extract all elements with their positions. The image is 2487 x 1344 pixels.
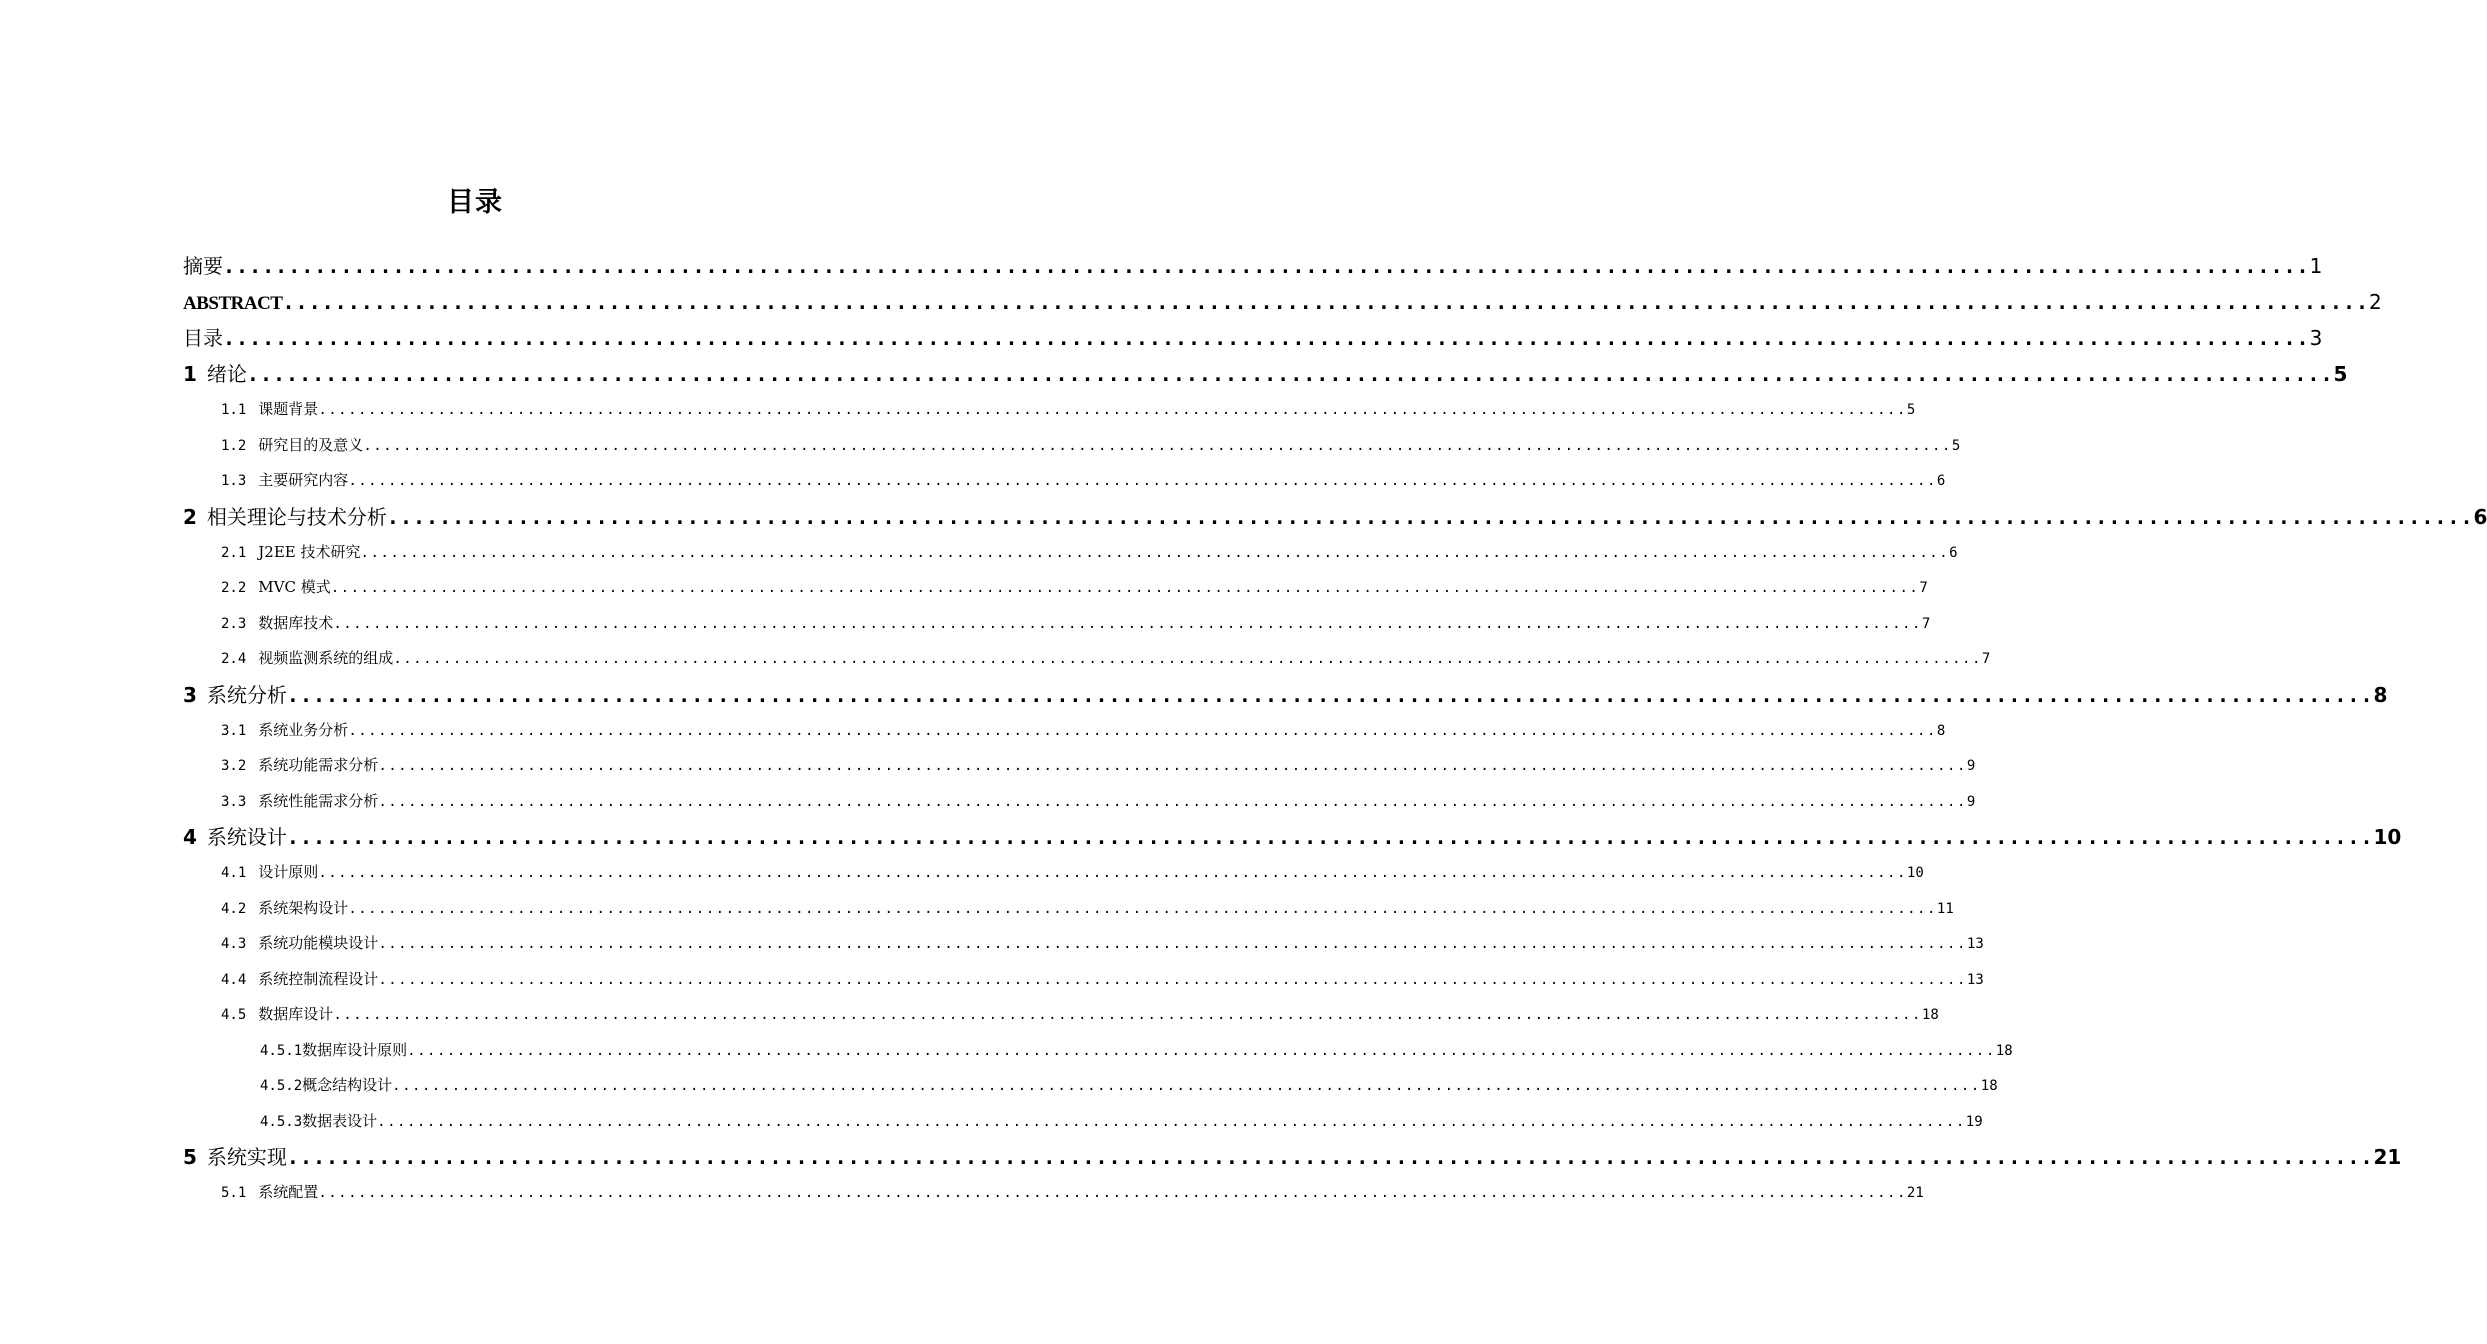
toc-entry-item-2[interactable] bbox=[183, 320, 2323, 356]
dot-leader: ................................................................................................................................................................ bbox=[333, 615, 1922, 632]
page-title: 目录 bbox=[447, 187, 503, 218]
toc-entry-title: 数据库设计原则 bbox=[302, 1040, 408, 1059]
dot-leader: ................................................................................................................................................................ bbox=[286, 1145, 2374, 1169]
dot-leader: ................................................................................................................................................................ bbox=[318, 1185, 1907, 1201]
toc-entry-number: 4 bbox=[183, 825, 197, 849]
dot-leader: ................................................................................................................................................................ bbox=[393, 651, 1982, 667]
dot-leader: ................................................................................................................................................................ bbox=[360, 544, 1950, 561]
toc-entry-1[interactable] bbox=[183, 356, 2348, 392]
toc-entry-page-number: 19 bbox=[1965, 1113, 1983, 1130]
toc-entry-label bbox=[221, 535, 361, 572]
toc-entry-number: 1.2 bbox=[221, 437, 247, 454]
toc-entry-page-number: 5 bbox=[2333, 362, 2348, 386]
dot-leader: ................................................................................................................................................................ bbox=[363, 437, 1952, 454]
toc-entry-title: 概念结构设计 bbox=[302, 1076, 393, 1094]
toc-entry-page-number: 18 bbox=[1980, 1078, 1998, 1094]
toc-entry-label bbox=[221, 713, 348, 750]
toc-entry-3-3[interactable] bbox=[221, 784, 1976, 820]
toc-entry-page-number: 11 bbox=[1936, 900, 1954, 917]
toc-entry-1-2[interactable] bbox=[221, 428, 1961, 464]
toc-entry-title: J2EE 技术研究 bbox=[258, 542, 361, 561]
toc-entry-number: 4.5.3 bbox=[260, 1113, 303, 1130]
toc-entry-4-5[interactable] bbox=[221, 997, 1939, 1033]
toc-entry-label bbox=[183, 819, 287, 855]
toc-entry-4-1[interactable] bbox=[221, 855, 1924, 891]
toc-entry-label bbox=[221, 428, 363, 465]
toc-entry-label bbox=[221, 855, 318, 892]
dot-leader: ................................................................................................................................................................ bbox=[286, 825, 2374, 849]
toc-entry-page-number: 6 bbox=[1936, 473, 1946, 489]
dot-leader: ................................................................................................................................................................ bbox=[348, 900, 1937, 917]
toc-entry-page-number: 9 bbox=[1966, 793, 1976, 810]
toc-entry-number: 2.2 bbox=[221, 580, 247, 596]
toc-entry-label bbox=[260, 1068, 392, 1105]
toc-entry-label bbox=[221, 997, 333, 1034]
toc-entry-3[interactable] bbox=[183, 677, 2388, 713]
toc-entry-page-number: 21 bbox=[2373, 1145, 2402, 1169]
dot-leader: ................................................................................................................................................................ bbox=[348, 722, 1937, 739]
toc-entry-label bbox=[183, 677, 287, 713]
toc-entry-page-number: 3 bbox=[2309, 326, 2323, 350]
toc-entry-number: 1 bbox=[183, 362, 197, 386]
dot-leader: ................................................................................................................................................................ bbox=[330, 580, 1920, 596]
toc-entry-title: 数据表设计 bbox=[302, 1111, 378, 1130]
toc-entry-page-number: 9 bbox=[1966, 758, 1976, 774]
toc-entry-label bbox=[260, 1104, 377, 1141]
dot-leader: ................................................................................................................................................................ bbox=[318, 865, 1907, 881]
dot-leader: ................................................................................................................................................................ bbox=[223, 326, 2310, 350]
toc-entry-4-3[interactable] bbox=[221, 926, 1984, 962]
toc-entry-label bbox=[183, 499, 387, 535]
dot-leader: ................................................................................................................................................................ bbox=[407, 1042, 1996, 1059]
toc-entry-title: 系统业务分析 bbox=[258, 720, 349, 739]
toc-entry-title: 绪论 bbox=[206, 362, 247, 386]
toc-entry-page-number: 7 bbox=[1981, 651, 1991, 667]
toc-entry-item-1[interactable] bbox=[183, 284, 2382, 320]
toc-entry-page-number: 18 bbox=[1995, 1042, 2013, 1059]
toc-entry-label bbox=[221, 748, 378, 785]
toc-entry-4-5-3[interactable] bbox=[260, 1104, 1983, 1140]
toc-entry-2[interactable] bbox=[183, 499, 2487, 535]
toc-entry-title: 系统性能需求分析 bbox=[258, 791, 379, 810]
toc-entry-title: 课题背景 bbox=[258, 400, 319, 418]
toc-entry-page-number: 6 bbox=[1949, 544, 1958, 561]
toc-entry-number: 4.5.2 bbox=[260, 1078, 303, 1094]
dot-leader: ................................................................................................................................................................ bbox=[282, 290, 2370, 314]
toc-entry-label bbox=[221, 891, 348, 928]
toc-entry-page-number: 6 bbox=[2473, 504, 2487, 529]
toc-entry-number: 2.4 bbox=[221, 651, 247, 667]
toc-entry-page-number: 10 bbox=[2373, 825, 2402, 849]
dot-leader: ................................................................................................................................................................ bbox=[392, 1078, 1981, 1094]
toc-entry-1-1[interactable] bbox=[221, 392, 1916, 428]
toc-entry-number: 2 bbox=[183, 504, 197, 529]
toc-entry-label bbox=[221, 641, 393, 678]
toc-entry-4-5-1[interactable] bbox=[260, 1033, 2013, 1069]
dot-leader: ................................................................................................................................................................ bbox=[246, 362, 2334, 386]
toc-entry-label bbox=[183, 248, 223, 284]
toc-entry-5[interactable] bbox=[183, 1139, 2402, 1175]
dot-leader: ................................................................................................................................................................ bbox=[318, 402, 1907, 418]
toc-entry-label bbox=[221, 926, 378, 963]
toc-entry-page-number: 7 bbox=[1921, 615, 1931, 632]
toc-entry-label bbox=[221, 962, 378, 999]
dot-leader: ................................................................................................................................................................ bbox=[286, 682, 2374, 707]
toc-entry-title: 系统设计 bbox=[206, 825, 287, 849]
toc-entry-label bbox=[221, 1175, 318, 1212]
toc-entry-page-number: 13 bbox=[1966, 971, 1984, 988]
toc-entry-title: 系统架构设计 bbox=[258, 898, 349, 917]
toc-entry-title: 数据库技术 bbox=[258, 613, 334, 632]
toc-entry-label bbox=[183, 320, 223, 356]
toc-entry-number: 1.3 bbox=[221, 473, 247, 489]
toc-entry-title: 系统功能模块设计 bbox=[258, 934, 379, 952]
toc-entry-number: 4.1 bbox=[221, 865, 247, 881]
toc-entry-number: 4.2 bbox=[221, 900, 247, 917]
table-of-contents bbox=[0, 248, 2487, 1211]
toc-entry-title: MVC 模式 bbox=[258, 578, 331, 596]
toc-entry-number: 5 bbox=[183, 1145, 197, 1169]
toc-entry-label bbox=[221, 392, 318, 429]
toc-entry-page-number: 8 bbox=[2373, 682, 2388, 707]
toc-entry-page-number: 5 bbox=[1951, 437, 1961, 454]
toc-entry-title: 主要研究内容 bbox=[258, 471, 349, 489]
toc-entry-4[interactable] bbox=[183, 819, 2402, 855]
dot-leader: ................................................................................................................................................................ bbox=[378, 936, 1967, 952]
toc-entry-page-number: 13 bbox=[1966, 936, 1984, 952]
dot-leader: ................................................................................................................................................................ bbox=[377, 1113, 1966, 1130]
dot-leader: ................................................................................................................................................................ bbox=[378, 971, 1967, 988]
toc-entry-page-number: 2 bbox=[2369, 290, 2382, 314]
toc-entry-4-4[interactable] bbox=[221, 962, 1984, 998]
toc-entry-label bbox=[221, 784, 378, 821]
toc-entry-2-1[interactable] bbox=[221, 535, 1958, 571]
toc-entry-title: 系统控制流程设计 bbox=[258, 969, 379, 988]
toc-entry-number: 4.3 bbox=[221, 936, 247, 952]
toc-entry-1-3[interactable] bbox=[221, 463, 1946, 499]
dot-leader: ................................................................................................................................................................ bbox=[386, 504, 2474, 529]
toc-entry-number: 4.5 bbox=[221, 1007, 247, 1023]
toc-entry-label bbox=[221, 606, 333, 643]
toc-entry-number: 3.1 bbox=[221, 722, 247, 739]
toc-entry-2-3[interactable] bbox=[221, 606, 1931, 642]
toc-entry-number: 2.3 bbox=[221, 615, 247, 632]
toc-entry-label bbox=[183, 286, 282, 322]
toc-entry-page-number: 5 bbox=[1906, 402, 1916, 418]
dot-leader: ................................................................................................................................................................ bbox=[223, 254, 2310, 278]
toc-entry-label bbox=[260, 1033, 407, 1070]
toc-entry-4-2[interactable] bbox=[221, 891, 1954, 927]
dot-leader: ................................................................................................................................................................ bbox=[378, 793, 1967, 810]
toc-entry-title: 设计原则 bbox=[258, 863, 319, 881]
toc-entry-number: 1.1 bbox=[221, 402, 247, 418]
toc-entry-page-number: 21 bbox=[1906, 1185, 1924, 1201]
toc-entry-title: 摘要 bbox=[183, 254, 223, 278]
toc-entry-page-number: 18 bbox=[1921, 1007, 1939, 1023]
toc-entry-number: 4.4 bbox=[221, 971, 247, 988]
dot-leader: ................................................................................................................................................................ bbox=[378, 758, 1967, 774]
toc-entry-2-2[interactable] bbox=[221, 570, 1928, 606]
toc-entry-page-number: 7 bbox=[1919, 580, 1928, 596]
toc-entry-title: 相关理论与技术分析 bbox=[206, 504, 387, 529]
toc-entry-number: 2.1 bbox=[221, 544, 247, 561]
toc-entry-number: 4.5.1 bbox=[260, 1042, 303, 1059]
toc-entry-title: ABSTRACT bbox=[183, 293, 283, 314]
dot-leader: ................................................................................................................................................................ bbox=[333, 1007, 1922, 1023]
toc-entry-title: 研究目的及意义 bbox=[258, 435, 364, 454]
toc-entry-page-number: 8 bbox=[1936, 722, 1946, 739]
toc-entry-title: 系统配置 bbox=[258, 1183, 319, 1201]
toc-entry-title: 目录 bbox=[183, 326, 223, 350]
toc-entry-title: 数据库设计 bbox=[258, 1005, 334, 1023]
toc-entry-label bbox=[183, 1139, 287, 1175]
dot-leader: ................................................................................................................................................................ bbox=[348, 473, 1937, 489]
toc-entry-page-number: 1 bbox=[2309, 254, 2323, 278]
toc-entry-3-1[interactable] bbox=[221, 713, 1946, 749]
toc-entry-number: 5.1 bbox=[221, 1185, 247, 1201]
toc-entry-page-number: 10 bbox=[1906, 865, 1924, 881]
toc-entry-title: 系统实现 bbox=[206, 1145, 287, 1169]
toc-entry-number: 3 bbox=[183, 682, 197, 707]
toc-entry-3-2[interactable] bbox=[221, 748, 1976, 784]
toc-entry-label bbox=[221, 570, 331, 607]
toc-entry-title: 系统分析 bbox=[206, 682, 287, 707]
toc-entry-2-4[interactable] bbox=[221, 641, 1991, 677]
toc-entry-label bbox=[221, 463, 348, 500]
toc-entry-title: 系统功能需求分析 bbox=[258, 756, 379, 774]
toc-entry-5-1[interactable] bbox=[221, 1175, 1924, 1211]
toc-entry-title: 视频监测系统的组成 bbox=[258, 649, 394, 667]
toc-entry-number: 3.3 bbox=[221, 793, 247, 810]
toc-entry-label bbox=[183, 356, 247, 392]
toc-entry-item-0[interactable] bbox=[183, 248, 2323, 284]
toc-entry-number: 3.2 bbox=[221, 758, 247, 774]
toc-entry-4-5-2[interactable] bbox=[260, 1068, 1998, 1104]
